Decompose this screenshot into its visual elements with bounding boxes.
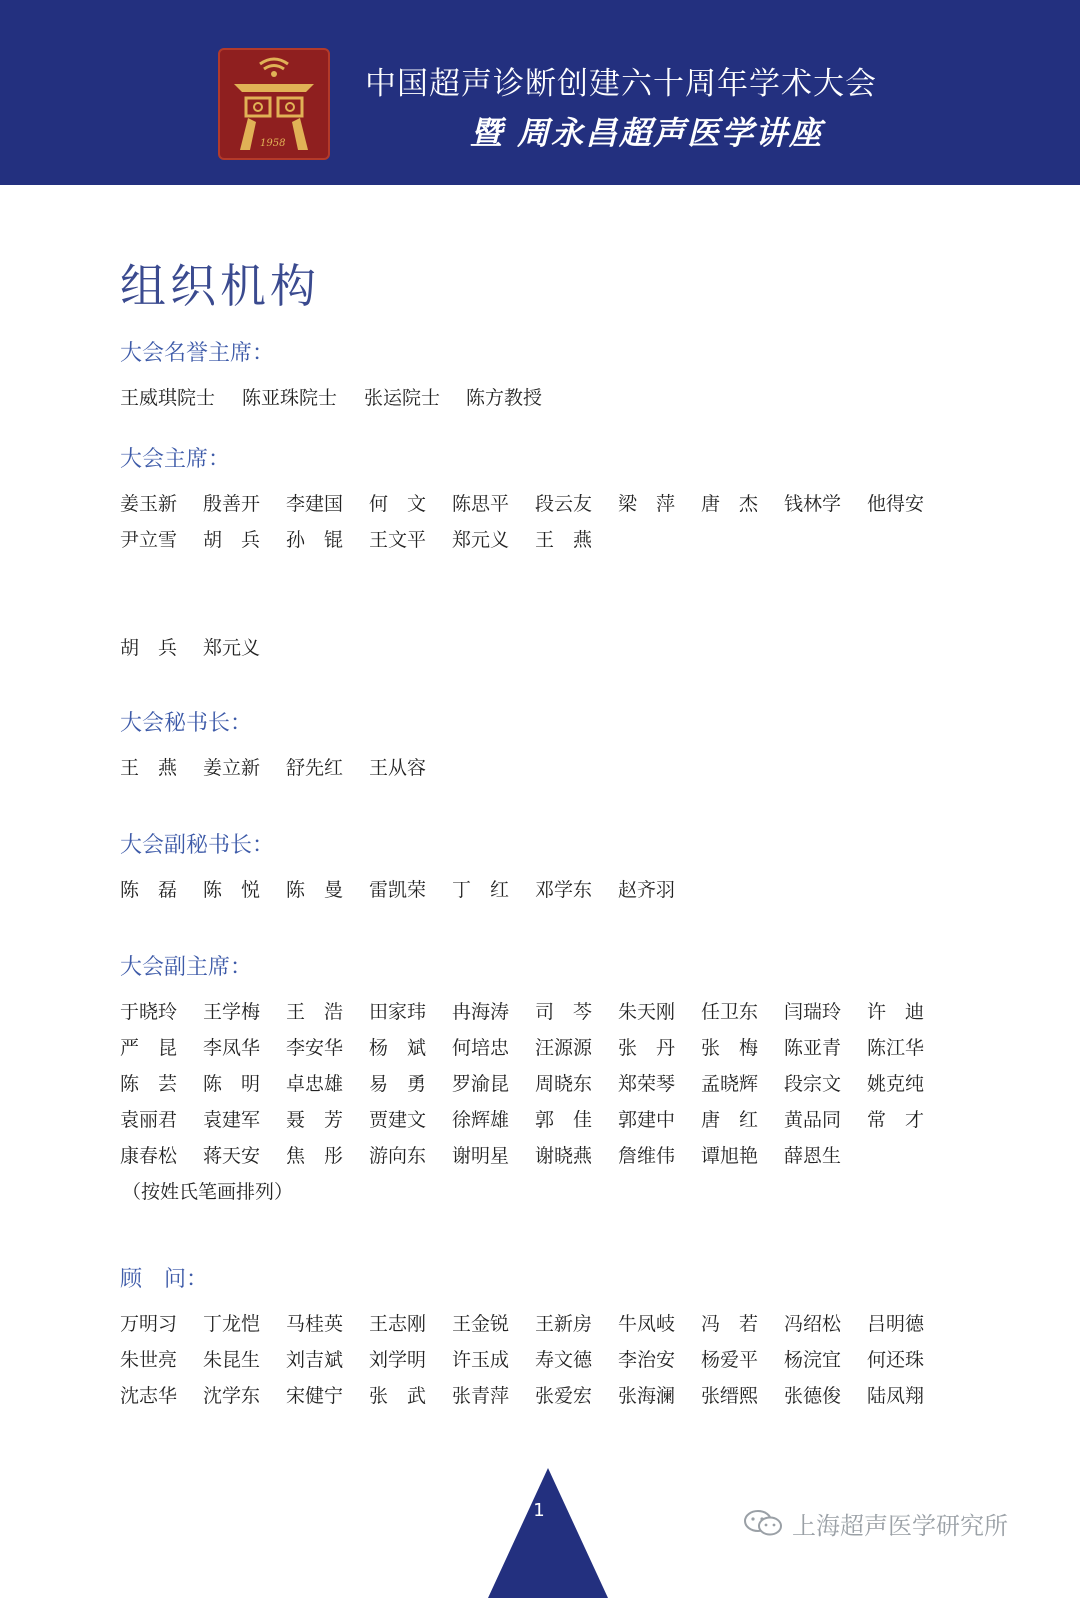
person-name: 郑荣琴 <box>618 1073 676 1095</box>
ordering-note: （按姓氏笔画排列） <box>122 1181 294 1203</box>
person-name: 尹立雪 <box>120 529 178 551</box>
header-banner <box>0 0 1080 185</box>
advisors-section <box>120 1266 940 1414</box>
person-name: 孟晓辉 <box>701 1073 759 1095</box>
person-name: 郑元义 <box>203 637 261 659</box>
name-row <box>120 1102 940 1138</box>
person-name: 宋健宁 <box>286 1385 344 1407</box>
person-name: 陈思平 <box>452 493 510 515</box>
watermark <box>742 1508 1008 1538</box>
person-name: 蒋天安 <box>203 1145 261 1167</box>
name-row <box>120 1378 940 1414</box>
person-name: 张德俊 <box>784 1385 842 1407</box>
person-name: 胡 兵 <box>120 637 178 659</box>
person-name: 万明习 <box>120 1313 178 1335</box>
person-name: 李建国 <box>286 493 344 515</box>
person-name: 王 燕 <box>535 529 593 551</box>
executive-chairs-section <box>120 630 940 666</box>
page-triangle-icon <box>488 1468 608 1598</box>
person-name: 陈方教授 <box>466 387 543 409</box>
person-name: 任卫东 <box>701 1001 759 1023</box>
conference-title: 中国超声诊断创建六十周年学术大会 <box>365 66 877 102</box>
person-name: 舒先红 <box>286 757 344 779</box>
person-name: 王文平 <box>369 529 427 551</box>
person-name: 陈江华 <box>867 1037 925 1059</box>
person-name: 张爱宏 <box>535 1385 593 1407</box>
person-name: 郑元义 <box>452 529 510 551</box>
person-name: 王从容 <box>369 757 427 779</box>
person-name: 朱天刚 <box>618 1001 676 1023</box>
person-name: 冉海涛 <box>452 1001 510 1023</box>
name-row <box>120 1138 940 1174</box>
person-name: 谢明星 <box>452 1145 510 1167</box>
section-label: 大会副秘书长： <box>120 833 275 858</box>
person-name: 姚克纯 <box>867 1073 925 1095</box>
person-name: 刘吉斌 <box>286 1349 344 1371</box>
person-name: 孙 锟 <box>286 529 344 551</box>
person-name: 许 迪 <box>867 1001 925 1023</box>
name-row <box>120 1342 940 1378</box>
person-name: 许玉成 <box>452 1349 510 1371</box>
person-name: 王威琪院士 <box>120 387 216 409</box>
person-name: 严 昆 <box>120 1037 178 1059</box>
person-name: 陈 曼 <box>286 879 344 901</box>
person-name: 邓学东 <box>535 879 593 901</box>
chairs-section <box>120 446 940 558</box>
person-name: 陈亚青 <box>784 1037 842 1059</box>
person-name: 段宗文 <box>784 1073 842 1095</box>
section-label: 大会副主席： <box>120 955 253 980</box>
wechat-icon <box>742 1508 786 1538</box>
person-name: 陈亚珠院士 <box>242 387 338 409</box>
person-name: 李凤华 <box>203 1037 261 1059</box>
name-row <box>120 522 940 558</box>
person-name: 何还珠 <box>867 1349 925 1371</box>
person-name: 陈 明 <box>203 1073 261 1095</box>
person-name: 游向东 <box>369 1145 427 1167</box>
person-name: 丁龙恺 <box>203 1313 261 1335</box>
person-name: 薛恩生 <box>784 1145 842 1167</box>
person-name: 周晓东 <box>535 1073 593 1095</box>
person-name: 段云友 <box>535 493 593 515</box>
deputy-secretary-general-section <box>120 832 940 908</box>
vice-chairs-section <box>120 954 940 1210</box>
person-name: 张青萍 <box>452 1385 510 1407</box>
name-row <box>120 486 940 522</box>
person-name: 姜立新 <box>203 757 261 779</box>
person-name: 谢晓燕 <box>535 1145 593 1167</box>
person-name: 闫瑞玲 <box>784 1001 842 1023</box>
person-name: 杨 斌 <box>369 1037 427 1059</box>
honorary-chairs-section <box>120 340 940 416</box>
person-name: 雷凯荣 <box>369 879 427 901</box>
page-title: 组织机构 <box>120 259 320 313</box>
person-name: 何培忠 <box>452 1037 510 1059</box>
person-name: 袁建军 <box>203 1109 261 1131</box>
name-row <box>120 750 940 786</box>
person-name: 康春松 <box>120 1145 178 1167</box>
person-name: 易 勇 <box>369 1073 427 1095</box>
person-name: 张缙熙 <box>701 1385 759 1407</box>
person-name: 张 梅 <box>701 1037 759 1059</box>
person-name: 王新房 <box>535 1313 593 1335</box>
person-name: 李治安 <box>618 1349 676 1371</box>
person-name: 焦 彤 <box>286 1145 344 1167</box>
person-name: 田家玮 <box>369 1001 427 1023</box>
person-name: 陈 悦 <box>203 879 261 901</box>
person-name: 牛凤岐 <box>618 1313 676 1335</box>
person-name: 卓忠雄 <box>286 1073 344 1095</box>
person-name: 殷善开 <box>203 493 261 515</box>
person-name: 王 燕 <box>120 757 178 779</box>
person-name: 梁 萍 <box>618 493 676 515</box>
person-name: 张海澜 <box>618 1385 676 1407</box>
person-name: 冯绍松 <box>784 1313 842 1335</box>
person-name: 张 丹 <box>618 1037 676 1059</box>
person-name: 朱昆生 <box>203 1349 261 1371</box>
person-name: 张 武 <box>369 1385 427 1407</box>
person-name: 王学梅 <box>203 1001 261 1023</box>
section-label: 顾 问： <box>120 1267 209 1292</box>
person-name: 陈 磊 <box>120 879 178 901</box>
section-label: 大会名誉主席： <box>120 341 275 366</box>
watermark-text: 上海超声医学研究所 <box>792 1511 1008 1540</box>
person-name: 袁丽君 <box>120 1109 178 1131</box>
person-name: 郭建中 <box>618 1109 676 1131</box>
person-name: 司 芩 <box>535 1001 593 1023</box>
conference-logo <box>218 48 330 160</box>
person-name: 吕明德 <box>867 1313 925 1335</box>
person-name: 寿文德 <box>535 1349 593 1371</box>
name-row <box>120 380 940 416</box>
person-name: 王金锐 <box>452 1313 510 1335</box>
person-name: 常 才 <box>867 1109 925 1131</box>
person-name: 朱世亮 <box>120 1349 178 1371</box>
name-row <box>120 630 940 666</box>
person-name: 于晓玲 <box>120 1001 178 1023</box>
person-name: 聂 芳 <box>286 1109 344 1131</box>
conference-subtitle: 暨 周永昌超声医学讲座 <box>470 114 824 152</box>
person-name: 贾建文 <box>369 1109 427 1131</box>
person-name: 胡 兵 <box>203 529 261 551</box>
person-name: 姜玉新 <box>120 493 178 515</box>
person-name: 罗渝昆 <box>452 1073 510 1095</box>
person-name: 郭 佳 <box>535 1109 593 1131</box>
section-label: 大会秘书长： <box>120 711 253 736</box>
name-row <box>120 1030 940 1066</box>
person-name: 李安华 <box>286 1037 344 1059</box>
person-name: 刘学明 <box>369 1349 427 1371</box>
name-row <box>120 1306 940 1342</box>
person-name: 杨爱平 <box>701 1349 759 1371</box>
person-name: 钱林学 <box>784 493 842 515</box>
section-label: 大会主席： <box>120 447 231 472</box>
person-name: 王志刚 <box>369 1313 427 1335</box>
logo-year: 1958 <box>260 138 286 149</box>
person-name: 冯 若 <box>701 1313 759 1335</box>
person-name: 黄品同 <box>784 1109 842 1131</box>
name-row <box>120 872 940 908</box>
person-name: 马桂英 <box>286 1313 344 1335</box>
person-name: 詹维伟 <box>618 1145 676 1167</box>
person-name: 汪源源 <box>535 1037 593 1059</box>
person-name: 陈 芸 <box>120 1073 178 1095</box>
person-name: 张运院士 <box>364 387 441 409</box>
person-name: 谭旭艳 <box>701 1145 759 1167</box>
secretary-general-section <box>120 710 940 786</box>
person-name: 何 文 <box>369 493 427 515</box>
person-name: 沈志华 <box>120 1385 178 1407</box>
person-name: 陆凤翔 <box>867 1385 925 1407</box>
person-name: 杨浣宜 <box>784 1349 842 1371</box>
name-row <box>120 1066 940 1102</box>
person-name: 徐辉雄 <box>452 1109 510 1131</box>
person-name: 唐 杰 <box>701 493 759 515</box>
person-name: 丁 红 <box>452 879 510 901</box>
person-name: 沈学东 <box>203 1385 261 1407</box>
person-name: 他得安 <box>867 493 925 515</box>
person-name: 赵齐羽 <box>618 879 676 901</box>
person-name: 王 浩 <box>286 1001 344 1023</box>
page-number: 1 <box>533 1500 545 1521</box>
person-name: 唐 红 <box>701 1109 759 1131</box>
name-row <box>120 994 940 1030</box>
